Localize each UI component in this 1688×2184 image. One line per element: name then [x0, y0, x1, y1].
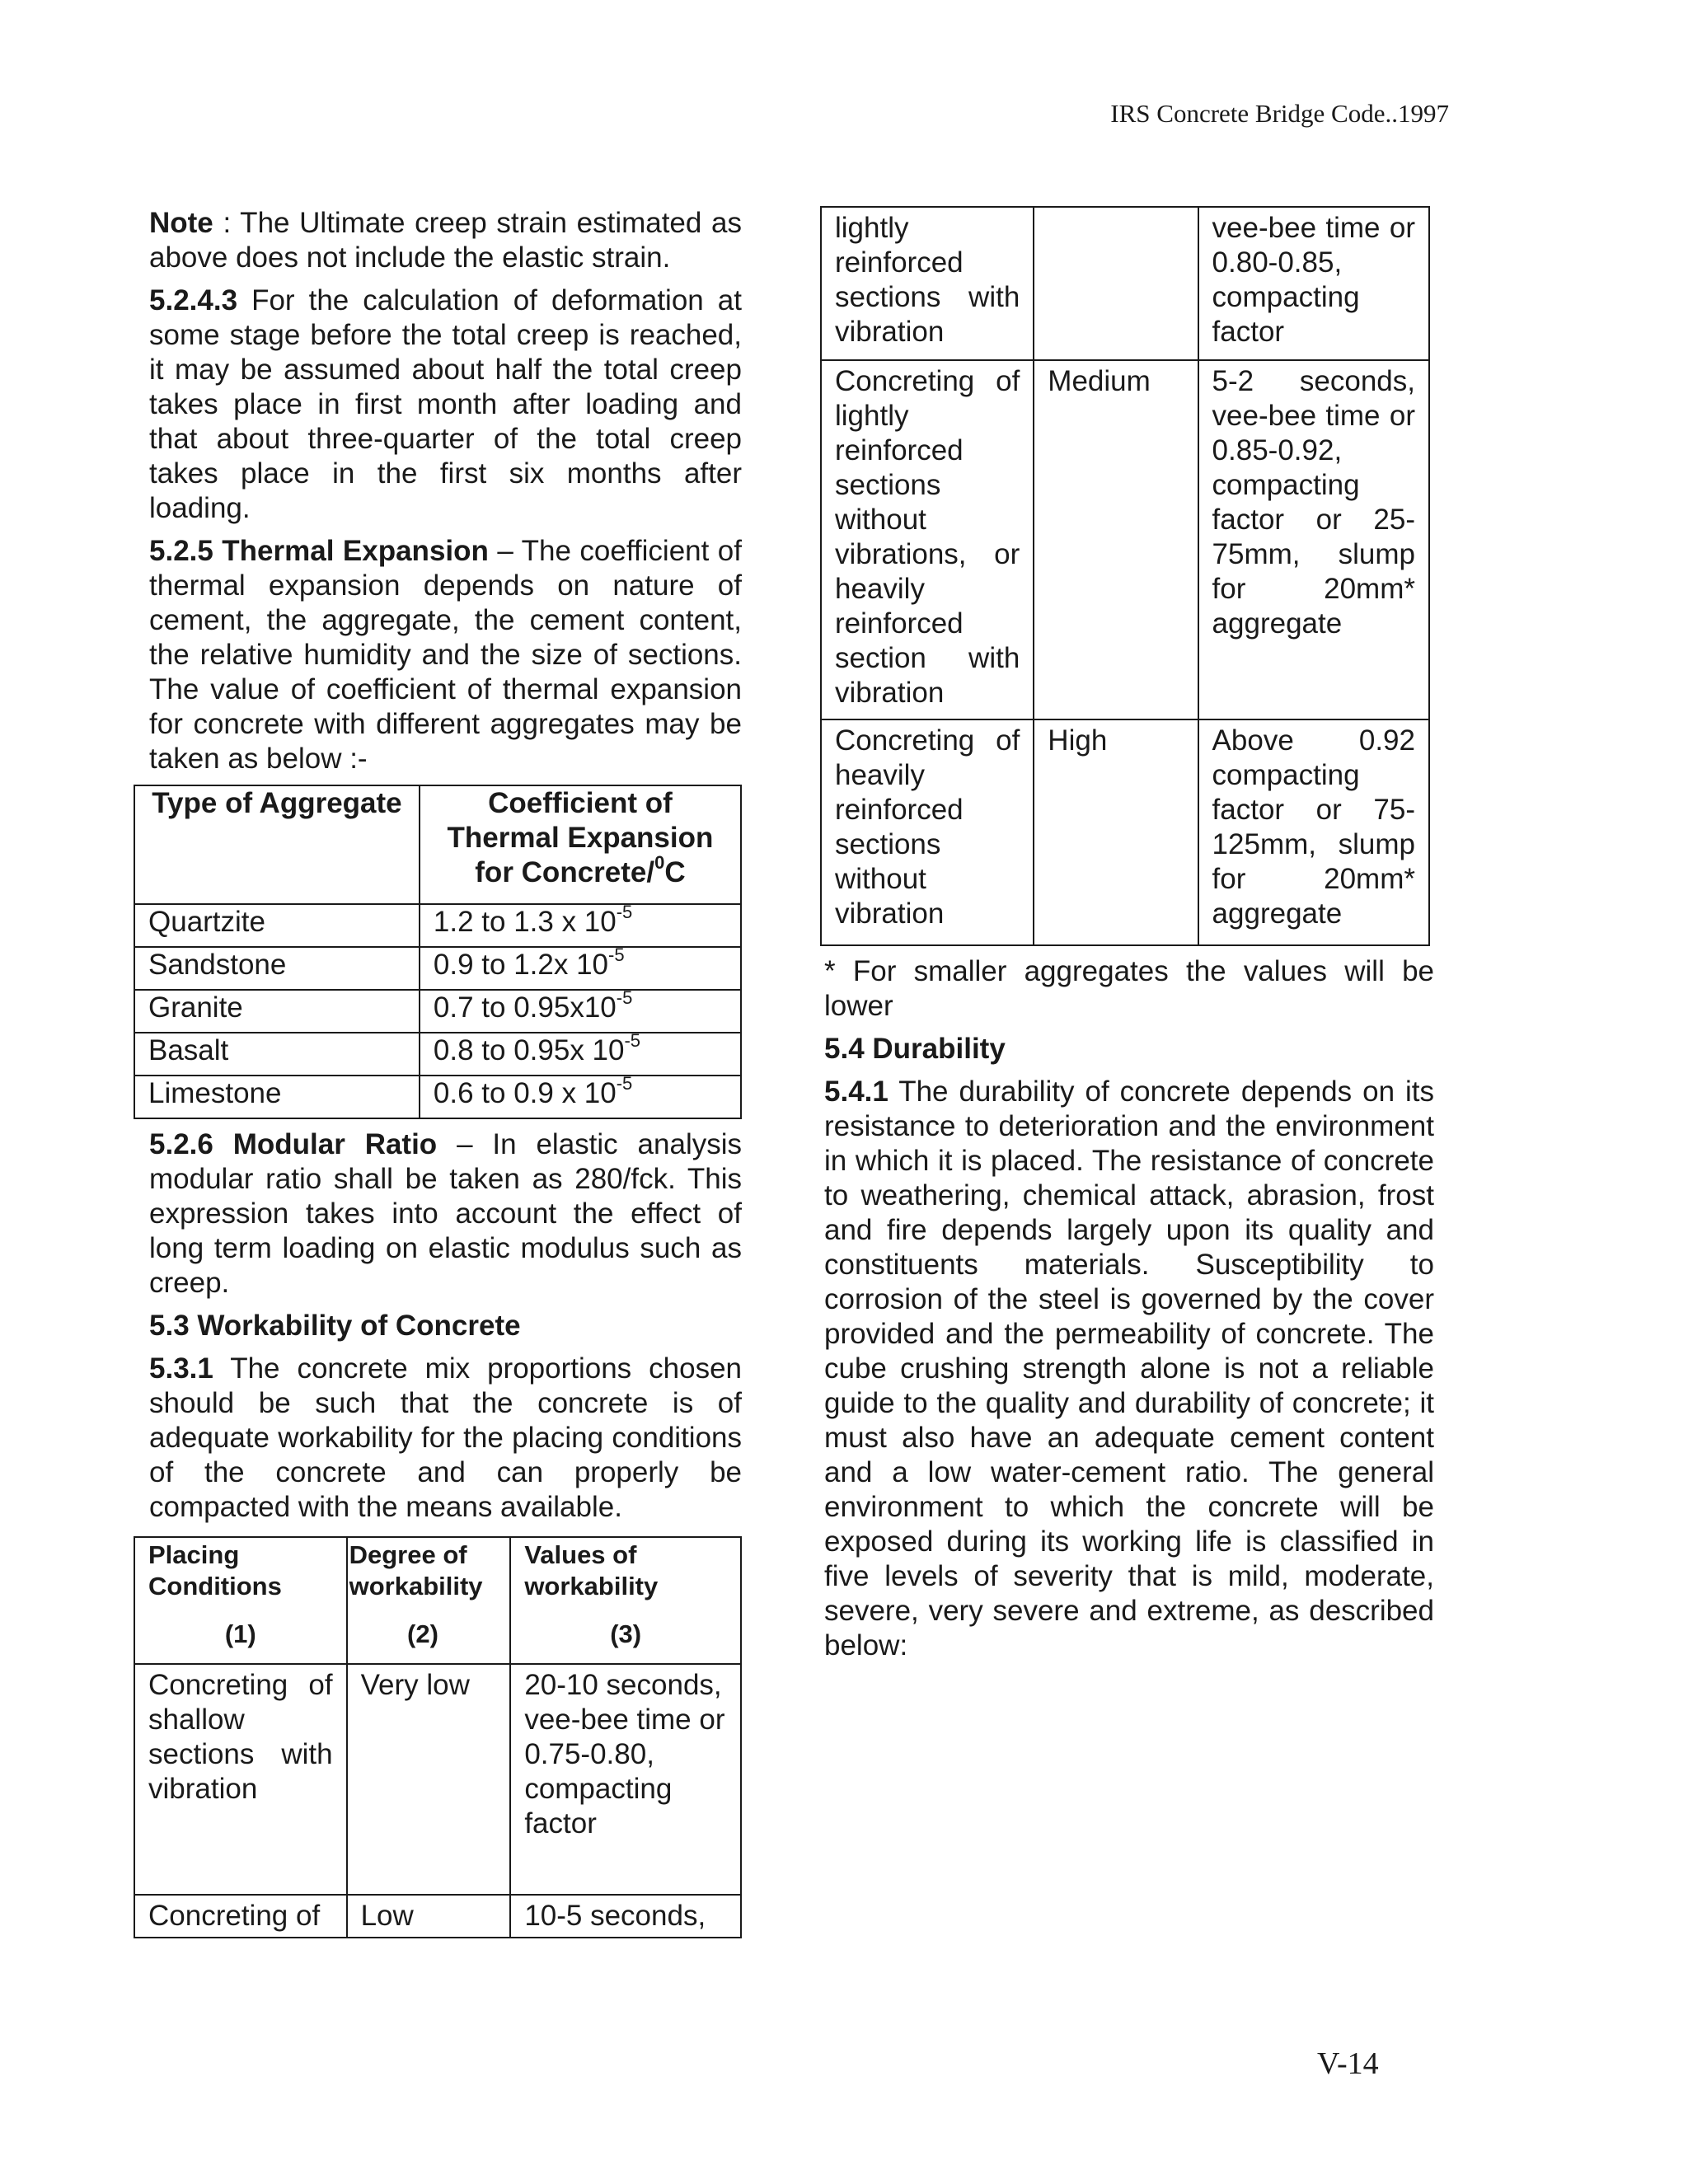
- header-text: Values of workability: [524, 1540, 659, 1601]
- exponent: -5: [608, 944, 625, 965]
- column-header-placing: [134, 1537, 347, 1664]
- header-text: Degree of workability: [349, 1540, 483, 1601]
- note-text: : The Ultimate creep strain estimated as above does not include the elastic strain.: [149, 207, 742, 274]
- column-header-values: [510, 1537, 741, 1664]
- table-row: [134, 1076, 741, 1118]
- aggregate-cell: Limestone: [134, 1076, 420, 1118]
- table-row: [821, 207, 1429, 360]
- aggregate-cell: Quartzite: [134, 904, 420, 947]
- column-number: (1): [224, 1619, 256, 1648]
- thermal-expansion-table: [134, 785, 742, 1119]
- placing-cell: Concreting of heavily reinforced sections without vibration: [821, 719, 1034, 945]
- table-row: [134, 904, 741, 947]
- column-header-degree: [347, 1537, 511, 1664]
- coefficient-cell: [420, 904, 741, 947]
- coefficient-cell: [420, 987, 741, 1033]
- exponent: -5: [616, 1073, 633, 1094]
- right-column: [824, 206, 1434, 1671]
- coefficient-cell: [420, 1073, 741, 1118]
- aggregate-cell: Basalt: [134, 1033, 420, 1076]
- running-header: IRS Concrete Bridge Code..1997: [1110, 99, 1449, 128]
- section-5-3-heading: 5.3 Workability of Concrete: [149, 1310, 521, 1342]
- section-text: The durability of concrete depends on its resistance to deterioration and the environment in which it is placed. The resistance of concrete to weathering, chemical attack, abrasion, frost and fire depends largely upon its quality and constituents materials. Susceptibility to corrosion of the steel is governed by the cover provided and the permeability of concrete. The cube crushing strength alone is not a reliable guide to the quality and durability of concrete; it must also have an adequate cement content and a low water-cement ratio. The general environment to which the concrete will be exposed during its working life is classified in five levels of severity that is mild, moderate, severe, very severe and extreme, as described below:: [824, 1076, 1434, 1661]
- column-header-coefficient: [420, 785, 741, 904]
- table-footnote: * For smaller aggregates the values will be lower: [824, 955, 1434, 1022]
- coefficient-value: 1.2 to 1.3 x 10: [433, 906, 617, 938]
- table-row: [821, 719, 1429, 945]
- degree-cell: Low: [347, 1895, 511, 1938]
- degree-superscript: 0: [654, 852, 665, 873]
- coefficient-value: 0.9 to 1.2x 10: [433, 949, 609, 981]
- section-number: 5.4.1: [824, 1076, 889, 1108]
- degree-cell: [1034, 207, 1198, 360]
- placing-cell: Concreting of: [134, 1895, 347, 1938]
- coefficient-value: 0.6 to 0.9 x 10: [433, 1077, 617, 1109]
- aggregate-cell: Sandstone: [134, 947, 420, 990]
- section-heading: 5.2.5 Thermal Expansion: [149, 535, 489, 567]
- degree-cell: Medium: [1034, 360, 1198, 719]
- page-number: V-14: [1317, 2046, 1379, 2081]
- section-5-4-1: [824, 1075, 1434, 1663]
- degree-cell: High: [1034, 719, 1198, 945]
- section-number: 5.2.4.3: [149, 284, 238, 316]
- section-5-2-4-3: [149, 284, 742, 526]
- exponent: -5: [616, 987, 633, 1008]
- table-row: [134, 1664, 741, 1895]
- section-text: – In elastic analysis modular ratio shall be taken as 280/fck. This expression takes into account the effect of long term loading on elastic modulus such as creep.: [149, 1128, 742, 1299]
- note-paragraph: [149, 206, 742, 275]
- workability-table-continued: [820, 206, 1430, 946]
- section-text: For the calculation of deformation at some stage before the total creep is reached, it may be assumed about half the total creep takes place in first month after loading and that about three-quarter of the total creep takes place in the first six months after loading.: [149, 284, 742, 524]
- section-5-2-6: [149, 1127, 742, 1301]
- values-cell: vee-bee time or 0.80-0.85, compacting factor: [1198, 207, 1429, 360]
- column-number: (2): [407, 1619, 438, 1648]
- coefficient-value: 0.8 to 0.95x 10: [433, 1034, 625, 1066]
- values-cell: 20-10 seconds, vee-bee time or 0.75-0.80, compacting factor: [510, 1664, 741, 1895]
- degree-cell: Very low: [347, 1664, 511, 1895]
- section-text: The concrete mix proportions chosen should be such that the concrete is of adequate workability for the placing conditions of the concrete and can properly be compacted with the means available.: [149, 1352, 742, 1523]
- aggregate-cell: Granite: [134, 990, 420, 1033]
- table-header-row: [134, 1537, 741, 1664]
- section-text: – The coefficient of thermal expansion depends on nature of cement, the aggregate, the cement content, the relative humidity and the size of sections. The value of coefficient of thermal expansion for concrete with different aggregates may be taken as below :-: [149, 535, 742, 775]
- table-header-row: [134, 785, 741, 904]
- coefficient-header-text: Coefficient of Thermal Expansion for Concrete/: [447, 787, 714, 888]
- values-cell: Above 0.92 compacting factor or 75-125mm, slump for 20mm* aggregate: [1198, 719, 1429, 945]
- column-header-aggregate: Type of Aggregate: [134, 785, 420, 904]
- column-number: (3): [610, 1619, 642, 1648]
- table-row: [134, 990, 741, 1033]
- section-5-4-heading: 5.4 Durability: [824, 1033, 1006, 1065]
- values-cell: 10-5 seconds,: [510, 1895, 741, 1938]
- note-label: Note: [149, 207, 213, 239]
- unit-text: C: [664, 856, 686, 888]
- left-column: [149, 206, 742, 1938]
- section-heading: 5.2.6 Modular Ratio: [149, 1128, 438, 1160]
- table-row: [821, 360, 1429, 719]
- section-5-2-5: [149, 534, 742, 776]
- table-row: [134, 1033, 741, 1076]
- section-5-3-1: [149, 1352, 742, 1525]
- workability-table: [134, 1536, 742, 1938]
- placing-cell: lightly reinforced sections with vibration: [821, 207, 1034, 360]
- header-text: Placing Conditions: [148, 1540, 282, 1601]
- coefficient-value: 0.7 to 0.95x10: [433, 991, 617, 1024]
- section-number: 5.3.1: [149, 1352, 213, 1385]
- placing-cell: Concreting of shallow sections with vibration: [134, 1664, 347, 1895]
- values-cell: 5-2 seconds, vee-bee time or 0.85-0.92, compacting factor or 25-75mm, slump for 20mm* aggregate: [1198, 360, 1429, 719]
- exponent: -5: [616, 902, 633, 922]
- table-row: [134, 1895, 741, 1938]
- placing-cell: Concreting of lightly reinforced sections without vibrations, or heavily reinforced section with vibration: [821, 360, 1034, 719]
- coefficient-cell: [420, 1030, 741, 1076]
- coefficient-cell: [420, 944, 741, 990]
- exponent: -5: [624, 1030, 641, 1051]
- table-row: [134, 947, 741, 990]
